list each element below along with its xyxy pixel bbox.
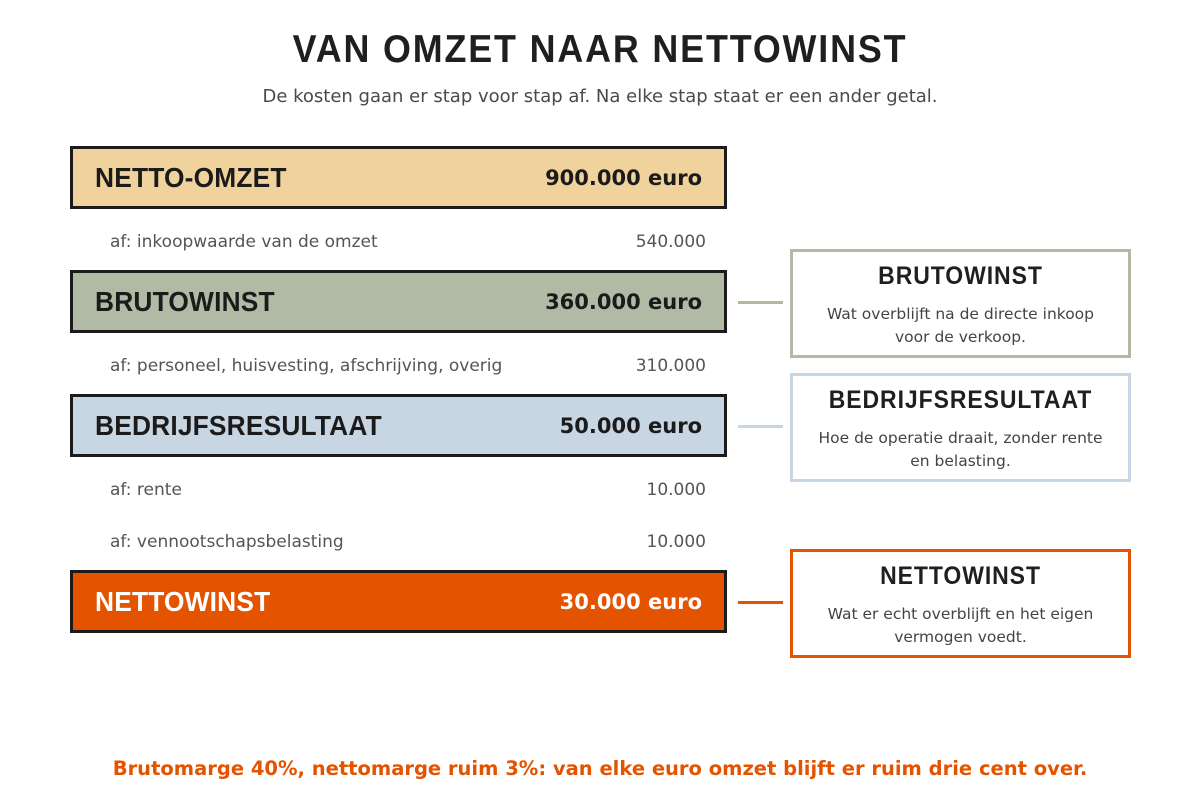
- note-title: BEDRIJFSRESULTAAT: [828, 386, 1093, 414]
- note-title: BRUTOWINST: [878, 262, 1043, 290]
- deduction-amount: 10.000: [646, 480, 706, 500]
- deduction-label: af: rente: [110, 480, 182, 500]
- deduction-row-belasting: [110, 529, 706, 555]
- note-title: NETTOWINST: [880, 562, 1041, 590]
- deduction-label: af: inkoopwaarde van de omzet: [110, 232, 378, 252]
- step-value: 360.000 euro: [545, 289, 702, 314]
- note-nettowinst: [790, 549, 1131, 658]
- note-text: Wat overblijft na de directe inkoop voor de verkoop.: [826, 305, 1095, 346]
- step-bedrijfsresultaat: [70, 394, 727, 457]
- deduction-amount: 540.000: [635, 232, 706, 252]
- deduction-row-inkoop: [110, 229, 706, 255]
- note-brutowinst: [790, 249, 1131, 358]
- deduction-amount: 10.000: [646, 532, 706, 552]
- deduction-row-rente: [110, 477, 706, 503]
- deduction-label: af: personeel, huisvesting, afschrijving, overig: [110, 356, 503, 376]
- connector-line-nettowinst: [738, 601, 783, 604]
- step-nettowinst: [70, 570, 727, 633]
- step-label: BRUTOWINST: [95, 285, 275, 317]
- connector-line-brutowinst: [738, 301, 783, 304]
- step-label: NETTO-OMZET: [95, 161, 287, 193]
- connector-line-bedrijfsresultaat: [738, 425, 783, 428]
- step-value: 900.000 euro: [545, 165, 702, 190]
- step-value: 30.000 euro: [559, 589, 702, 614]
- page-subtitle: De kosten gaan er stap voor stap af. Na elke stap staat er een ander getal.: [262, 86, 938, 107]
- note-text: Hoe de operatie draait, zonder rente en belasting.: [818, 429, 1103, 470]
- step-value: 50.000 euro: [559, 413, 702, 438]
- deduction-label: af: vennootschapsbelasting: [110, 532, 344, 552]
- deduction-row-bedrijfskosten: [110, 353, 706, 379]
- note-text: Wat er echt overblijft en het eigen vermogen voedt.: [827, 605, 1094, 646]
- deduction-amount: 310.000: [635, 356, 706, 376]
- footer-summary: Brutomarge 40%, nettomarge ruim 3%: van elke euro omzet blijft er ruim drie cent over.: [112, 757, 1088, 780]
- step-brutowinst: [70, 270, 727, 333]
- note-bedrijfsresultaat: [790, 373, 1131, 482]
- step-label: BEDRIJFSRESULTAAT: [95, 409, 382, 441]
- step-label: NETTOWINST: [95, 585, 271, 617]
- page-title: VAN OMZET NAAR NETTOWINST: [292, 28, 908, 71]
- step-netto-omzet: [70, 146, 727, 209]
